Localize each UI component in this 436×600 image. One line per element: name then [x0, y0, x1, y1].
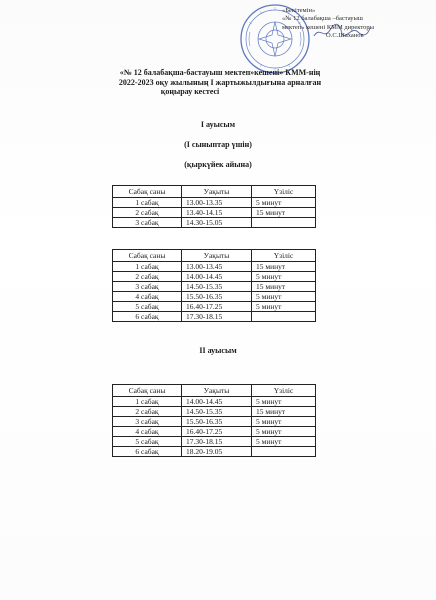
cell-break: 5 минут	[252, 427, 316, 437]
cell-break: 5 минут	[252, 272, 316, 282]
cell-lesson: 4 сабақ	[113, 427, 182, 437]
table-row	[113, 427, 316, 437]
cell-time: 17.30-18.15	[182, 437, 252, 447]
shift-1-month: (қыркүйек айына)	[184, 160, 252, 169]
cell-lesson: 1 сабақ	[113, 198, 182, 208]
column-header-lesson: Сабақ саны	[113, 186, 182, 198]
column-header-break: Үзіліс	[252, 250, 316, 262]
approval-signer: О.С.Шаханов	[326, 31, 364, 39]
shift-1-subtitle: (І сыныптар үшін)	[184, 140, 252, 149]
shift-1-title: І ауысым	[200, 120, 236, 129]
approval-line: «Бекітемін»	[282, 7, 316, 14]
cell-break: 15 минут	[252, 407, 316, 417]
cell-time: 16.40-17.25	[182, 302, 252, 312]
table-row	[113, 447, 316, 457]
table-row	[113, 397, 316, 407]
cell-break: 15 минут	[252, 208, 316, 218]
document-title	[40, 68, 400, 97]
cell-break: 5 минут	[252, 437, 316, 447]
cell-break	[252, 447, 316, 457]
cell-lesson: 2 сабақ	[113, 272, 182, 282]
cell-lesson: 5 сабақ	[113, 302, 182, 312]
approval-block	[282, 7, 432, 40]
table-row	[113, 218, 316, 228]
column-header-lesson: Сабақ саны	[113, 385, 182, 397]
table-row	[113, 312, 316, 322]
approval-line: мектеп» кешені КММ директоры	[282, 23, 374, 31]
column-header-lesson: Сабақ саны	[113, 250, 182, 262]
cell-time: 13.00-13.45	[182, 262, 252, 272]
cell-time: 14.50-15.35	[182, 407, 252, 417]
schedule-table-1	[112, 185, 316, 228]
table-row	[113, 417, 316, 427]
cell-time: 18.20-19.05	[182, 447, 252, 457]
approval-line: «№ 12 балабақша –бастауыш	[282, 15, 363, 23]
title-line-3: қоңырау кестесі	[160, 87, 220, 96]
cell-lesson: 6 сабақ	[113, 447, 182, 457]
cell-lesson: 4 сабақ	[113, 292, 182, 302]
table-row	[113, 282, 316, 292]
table-row	[113, 198, 316, 208]
cell-time: 17.30-18.15	[182, 312, 252, 322]
cell-break: 15 минут	[252, 282, 316, 292]
cell-time: 15.50-16.35	[182, 417, 252, 427]
title-line-2: 2022-2023 оқу жылының І жартыжылдығына арналған	[118, 77, 322, 87]
table-header-row	[113, 385, 316, 397]
cell-lesson: 2 сабақ	[113, 407, 182, 417]
cell-time: 14.00-14.45	[182, 397, 252, 407]
cell-time: 14.50-15.35	[182, 282, 252, 292]
cell-lesson: 1 сабақ	[113, 262, 182, 272]
column-header-time: Уақыты	[182, 250, 252, 262]
table-row	[113, 272, 316, 282]
table-row	[113, 302, 316, 312]
cell-break: 5 минут	[252, 417, 316, 427]
cell-break: 5 минут	[252, 302, 316, 312]
cell-time: 15.50-16.35	[182, 292, 252, 302]
cell-lesson: 6 сабақ	[113, 312, 182, 322]
cell-lesson: 2 сабақ	[113, 208, 182, 218]
cell-time: 14.00-14.45	[182, 272, 252, 282]
cell-break: 5 минут	[252, 292, 316, 302]
cell-time: 13.00-13.35	[182, 198, 252, 208]
cell-lesson: 3 сабақ	[113, 282, 182, 292]
column-header-break: Үзіліс	[252, 385, 316, 397]
cell-lesson: 3 сабақ	[113, 417, 182, 427]
table-header-row	[113, 186, 316, 198]
cell-lesson: 5 сабақ	[113, 437, 182, 447]
cell-break: 5 минут	[252, 397, 316, 407]
schedule-table-3	[112, 384, 316, 457]
cell-time: 13.40-14.15	[182, 208, 252, 218]
cell-break: 15 минут	[252, 262, 316, 272]
table-row	[113, 407, 316, 417]
schedule-table-2	[112, 249, 316, 322]
table-row	[113, 292, 316, 302]
table-row	[113, 208, 316, 218]
column-header-break: Үзіліс	[252, 186, 316, 198]
cell-time: 16.40-17.25	[182, 427, 252, 437]
shift-2-title: ІІ ауысым	[199, 346, 237, 355]
table-row	[113, 437, 316, 447]
cell-lesson: 1 сабақ	[113, 397, 182, 407]
column-header-time: Уақыты	[182, 186, 252, 198]
column-header-time: Уақыты	[182, 385, 252, 397]
cell-break	[252, 312, 316, 322]
title-line-1: «№ 12 балабақша-бастауыш мектеп»кешені» КММ-нің	[119, 68, 321, 77]
table-row	[113, 262, 316, 272]
cell-lesson: 3 сабақ	[113, 218, 182, 228]
cell-break: 5 минут	[252, 198, 316, 208]
cell-break	[252, 218, 316, 228]
table-header-row	[113, 250, 316, 262]
cell-time: 14.30-15.05	[182, 218, 252, 228]
